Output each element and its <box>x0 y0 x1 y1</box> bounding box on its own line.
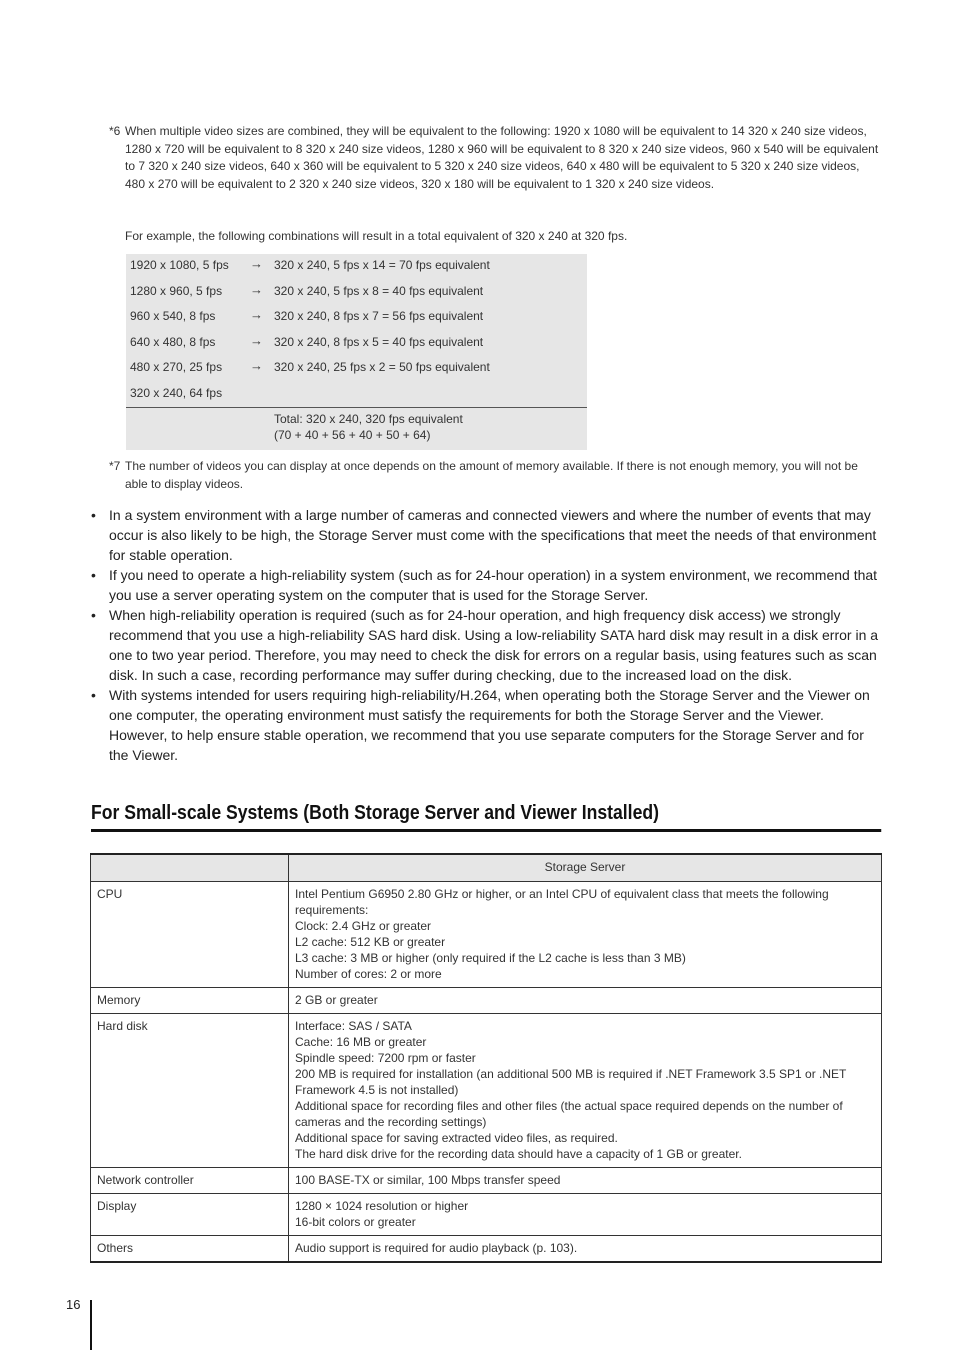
hard-disk-line: Additional space for saving extracted video files, as required. <box>295 1131 618 1145</box>
bullet-item <box>91 565 881 605</box>
table-row <box>91 882 882 988</box>
footnote-7-mark: *7 <box>109 459 121 473</box>
display-line: 16-bit colors or greater <box>295 1215 416 1229</box>
row-value <box>289 1236 882 1263</box>
table-row <box>91 1194 882 1236</box>
others-line: Audio support is required for audio playback (p. 103). <box>295 1241 578 1255</box>
row-label: Hard disk <box>91 1014 289 1168</box>
example-row <box>126 357 587 377</box>
right-arrow-icon: → <box>250 358 263 373</box>
hard-disk-line: Interface: SAS / SATA <box>295 1019 412 1033</box>
example-box <box>126 254 587 450</box>
example-divider <box>126 407 587 408</box>
hard-disk-line: Spindle speed: 7200 rpm or faster <box>295 1051 476 1065</box>
bullet-item <box>91 505 881 565</box>
spec-table <box>90 853 882 1263</box>
bullet-icon: • <box>91 687 96 703</box>
bullet-text: If you need to operate a high-reliability system (such as for 24-hour operation) in a system environment, we recommend that you use a server operating system on the computer that is used for the Storage Server. <box>109 567 878 603</box>
footnote-7 <box>109 458 879 493</box>
footnote-6-mark: *6 <box>109 124 121 138</box>
network-line: 100 BASE-TX or similar, 100 Mbps transfer speed <box>295 1173 561 1187</box>
bullet-list <box>91 505 881 765</box>
row-label: Others <box>91 1236 289 1263</box>
footnote-6-text: When multiple video sizes are combined, they will be equivalent to the following: 1920 x 1080 will be equivalent to 14 320 x 240 size videos, 1280 x 720 will be equivalent to 8 320 x 240 size videos, 1280 x 960 will be equivalent to 8 320 x 240 size videos, 960 x 540 will be equivalent to 7 320 x 240 size videos, 640 x 360 will be equivalent to 5 320 x 240 size videos, 640 x 480 will be equivalent to 5 320 x 240 size videos, 480 x 270 will be equivalent to 2 320 x 240 size videos, 320 x 180 will be equivalent to 1 320 x 240 size videos. <box>125 124 879 191</box>
bullet-icon: • <box>91 607 96 623</box>
bullet-text: When high-reliability operation is required (such as for 24-hour operation, and high frequency disk access) we strongly recommend that you use a high-reliability SAS hard disk. Using a low-reliability SATA hard disk may result in a disk error in a one to two year period. Therefore, you may need to check the disk for errors on a regular basis, using features such as scan disk. In such a case, recording performance may suffer during checking, due to the increased load on the disk. <box>109 607 879 683</box>
row-value <box>289 988 882 1014</box>
row-value <box>289 1168 882 1194</box>
example-size: 480 x 270, 25 fps <box>130 360 223 374</box>
page-number: 16 <box>66 1297 81 1312</box>
footnote-6 <box>109 123 879 193</box>
header-storage-server: Storage Server <box>289 854 882 882</box>
display-line: 1280 × 1024 resolution or higher <box>295 1199 469 1213</box>
bullet-icon: • <box>91 567 96 583</box>
cpu-line: L2 cache: 512 KB or greater <box>295 935 446 949</box>
row-value <box>289 1194 882 1236</box>
hard-disk-line: Additional space for recording files and other files (the actual space required depends on the number of cameras and the recording settings) <box>295 1099 843 1129</box>
bullet-icon: • <box>91 507 96 523</box>
hard-disk-line: The hard disk drive for the recording data should have a capacity of 1 GB or greater. <box>295 1147 742 1161</box>
example-size: 960 x 540, 8 fps <box>130 309 216 323</box>
example-row <box>126 332 587 352</box>
cpu-line: L3 cache: 3 MB or higher (only required if the L2 cache is less than 3 MB) <box>295 951 686 965</box>
example-row <box>126 281 587 301</box>
table-row <box>91 1168 882 1194</box>
example-result: 320 x 240, 8 fps x 5 = 40 fps equivalent <box>274 335 484 349</box>
example-result: 320 x 240, 25 fps x 2 = 50 fps equivalent <box>274 360 490 374</box>
example-total <box>274 411 463 443</box>
right-arrow-icon: → <box>250 333 263 348</box>
table-row <box>91 1236 882 1263</box>
bullet-item <box>91 685 881 765</box>
example-result: 320 x 240, 5 fps x 8 = 40 fps equivalent <box>274 284 484 298</box>
example-row <box>126 255 587 275</box>
bullet-item <box>91 605 881 685</box>
example-row <box>126 383 587 403</box>
example-size: 1920 x 1080, 5 fps <box>130 258 229 272</box>
header-empty-cell <box>91 854 289 882</box>
row-value <box>289 1014 882 1168</box>
row-label: Display <box>91 1194 289 1236</box>
example-row <box>126 306 587 326</box>
example-size: 640 x 480, 8 fps <box>130 335 216 349</box>
hard-disk-line: Cache: 16 MB or greater <box>295 1035 427 1049</box>
example-size: 320 x 240, 64 fps <box>130 386 223 400</box>
example-total-line: Total: 320 x 240, 320 fps equivalent <box>274 412 463 426</box>
row-label: Network controller <box>91 1168 289 1194</box>
table-row <box>91 1014 882 1168</box>
cpu-line: Number of cores: 2 or more <box>295 967 442 981</box>
cpu-line: Clock: 2.4 GHz or greater <box>295 919 432 933</box>
table-header-row <box>91 854 882 882</box>
right-arrow-icon: → <box>250 282 263 297</box>
memory-line: 2 GB or greater <box>295 993 378 1007</box>
right-arrow-icon: → <box>250 307 263 322</box>
example-size: 1280 x 960, 5 fps <box>130 284 223 298</box>
row-label: Memory <box>91 988 289 1014</box>
cpu-line: Intel Pentium G6950 2.80 GHz or higher, or an Intel CPU of equivalent class that meets the following requirements: <box>295 887 829 917</box>
example-result: 320 x 240, 8 fps x 7 = 56 fps equivalent <box>274 309 484 323</box>
right-arrow-icon: → <box>250 256 263 271</box>
hard-disk-line: 200 MB is required for installation (an additional 500 MB is required if .NET Framework 3.5 SP1 or .NET Framework 4.5 is not installed) <box>295 1067 847 1097</box>
example-total-sum: (70 + 40 + 56 + 40 + 50 + 64) <box>274 428 431 442</box>
row-label: CPU <box>91 882 289 988</box>
bullet-text: With systems intended for users requiring high-reliability/H.264, when operating both the Storage Server and the Viewer on one computer, the operating environment must satisfy the requirements for both the Storage Server and the Viewer. However, to help ensure stable operation, we recommend that you use separate computers for the Storage Server and for the Viewer. <box>109 687 870 763</box>
table-row <box>91 988 882 1014</box>
page-margin-rule <box>90 1300 92 1350</box>
example-intro: For example, the following combinations will result in a total equivalent of 320 x 240 at 320 fps. <box>125 229 628 243</box>
row-value <box>289 882 882 988</box>
bullet-text: In a system environment with a large number of cameras and connected viewers and where the number of events that may occur is also likely to be high, the Storage Server must come with the specifications that meet the needs of that environment for stable operation. <box>109 507 877 563</box>
section-title: For Small-scale Systems (Both Storage Server and Viewer Installed) <box>91 802 881 832</box>
example-result: 320 x 240, 5 fps x 14 = 70 fps equivalent <box>274 258 490 272</box>
footnote-7-text: The number of videos you can display at once depends on the amount of memory available. If there is not enough memory, you will not be able to display videos. <box>125 459 858 491</box>
